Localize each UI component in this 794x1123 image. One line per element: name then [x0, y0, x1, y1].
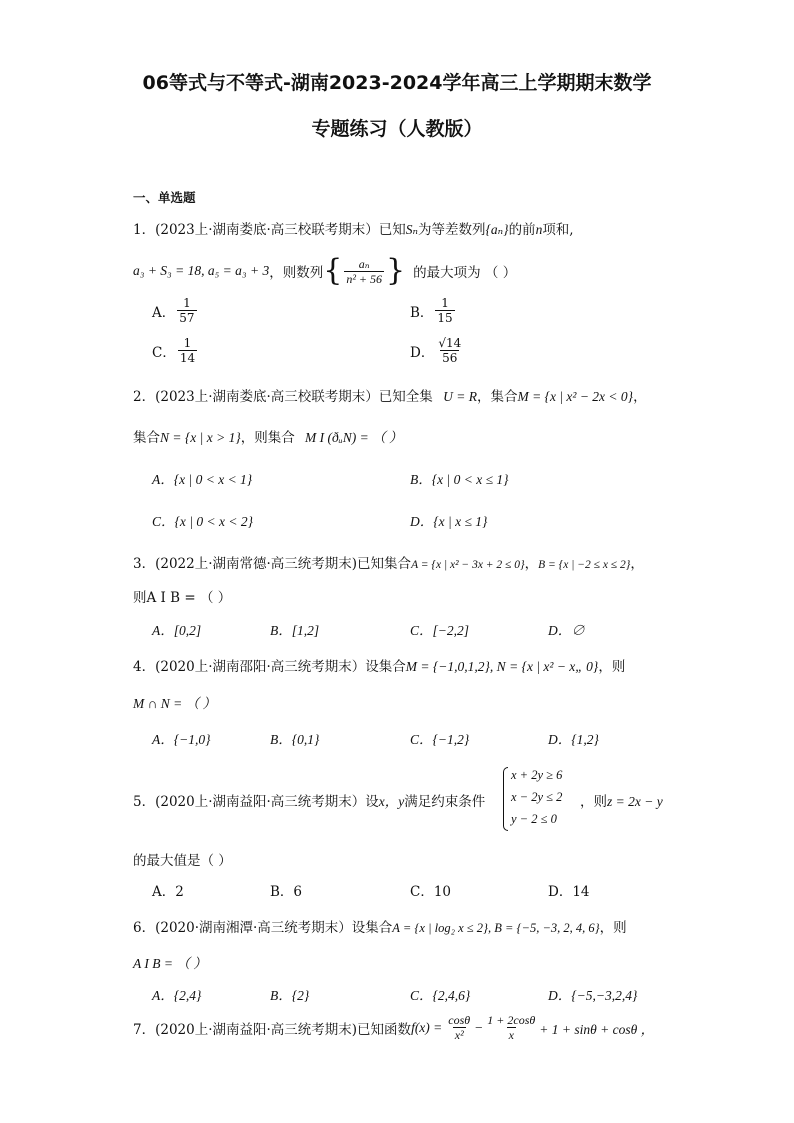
question-6-line-2: A I B = （ ） [133, 956, 207, 971]
question-5-stem: 5．(2020上·湖南益阳·高三统考期末）设 [133, 794, 379, 810]
q1-option-c[interactable] [152, 336, 199, 365]
question-7-line-1 [133, 1013, 654, 1042]
fraction-denominator: 57 [179, 311, 195, 325]
q6-option-c[interactable]: C．{2,4,6} [410, 988, 471, 1003]
question-4-text: ，则 [598, 659, 626, 675]
question-2-text-2: 集合 [133, 430, 160, 446]
question-1-condition: a₃ + S₃ = 18, a₅ = a₃ + 3 [133, 263, 270, 278]
fraction-numerator: cosθ [448, 1013, 471, 1027]
q6-option-a[interactable]: A．{2,4} [152, 988, 202, 1003]
q2-option-a[interactable]: A．{x | 0 < x < 1} [152, 472, 253, 487]
constraint-1: x + 2y ≥ 6 [511, 768, 563, 782]
option-fraction [178, 336, 197, 365]
q4-option-d[interactable]: D．{1,2} [548, 732, 599, 747]
question-4-sets: M = {−1,0,1,2}, N = {x | x² − x„ 0} [405, 659, 599, 674]
n-symbol: n [535, 222, 543, 237]
function-name: f(x) = [411, 1019, 443, 1035]
q3-option-d[interactable]: D．∅ [548, 623, 585, 638]
q1-option-a[interactable] [152, 296, 199, 325]
fraction-numerator: 1 [441, 296, 449, 310]
option-fraction [436, 336, 463, 365]
q2-option-d[interactable]: D．{x | x ≤ 1} [410, 514, 488, 529]
option-label: C． [152, 344, 176, 361]
question-5-line-2: 的最大值是（ ） [133, 853, 232, 869]
question-5-line-1-end [580, 790, 663, 810]
q2-option-b[interactable]: B．{x | 0 < x ≤ 1} [410, 472, 509, 487]
minus-sign: − [474, 1019, 484, 1035]
q4-option-c[interactable]: C．{−1,2} [410, 732, 470, 747]
question-1-stem: 1．(2023上·湖南娄底·高三校联考期末）已知 [133, 222, 406, 238]
question-4-stem: 4．(2020上·湖南邵阳·高三统考期末）设集合 [133, 659, 406, 675]
set-b: B = {x | −2 ≤ x ≤ 2} [538, 559, 631, 571]
q3-option-b[interactable]: B．[1,2] [270, 623, 320, 638]
system-brace [503, 767, 508, 831]
question-3-line-1 [133, 552, 644, 572]
fraction-denominator: 14 [179, 351, 196, 365]
fraction-denominator: 15 [437, 311, 453, 325]
function-tail: + 1 + sinθ + cosθ ， [539, 1021, 655, 1037]
question-1-end: 的最大项为 （ ） [413, 265, 517, 281]
constraint-3: y − 2 ≤ 0 [511, 812, 557, 826]
question-1-text-3: 项和, [542, 222, 574, 238]
question-2-text: ，集合 [476, 389, 518, 405]
sum-symbol: Sₙ [405, 222, 419, 237]
question-6-sets: A = {x | log₂ x ≤ 2}, B = {−5, −3, 2, 4, 6} [392, 921, 600, 935]
question-5-text: 满足约束条件 [404, 794, 486, 810]
question-4-line-2: M ∩ N = （ ） [133, 696, 216, 711]
q5-option-a[interactable]: A．2 [152, 884, 184, 900]
set-a: A = {x | x² − 3x + 2 ≤ 0} [411, 559, 525, 571]
question-2-text-3: ，则集合 [240, 430, 295, 446]
page-subtitle: 专题练习（人教版） [311, 118, 483, 140]
set-n: N = {x | x > 1} [160, 430, 241, 445]
sequence-symbol: {aₙ} [485, 222, 509, 237]
option-label: B． [410, 304, 434, 321]
question-3-line-2: 则A I B = （ ） [133, 590, 232, 606]
question-6-text: ，则 [599, 920, 627, 936]
fraction-numerator: 1 [183, 336, 192, 350]
fraction-2 [485, 1013, 537, 1042]
question-2-expression: M I (ðᵤN) = （ ） [305, 430, 403, 445]
question-6-line-1 [133, 916, 627, 936]
option-label: A． [152, 304, 176, 321]
q2-option-c[interactable]: C．{x | 0 < x < 2} [152, 514, 253, 529]
sequence-fraction [344, 257, 384, 286]
question-1-text-2: 的前 [508, 222, 536, 238]
fraction-numerator: √14 [438, 336, 462, 350]
q6-option-b[interactable]: B．{2} [270, 988, 310, 1003]
fraction-numerator: 1 + 2cosθ [487, 1013, 536, 1027]
option-label: D． [410, 344, 435, 361]
question-1-line-1 [133, 218, 574, 238]
fraction-numerator: 1 [183, 296, 191, 310]
q5-option-c[interactable]: C．10 [410, 884, 452, 900]
question-2-line-2 [133, 426, 402, 446]
question-3-stem: 3．(2022上·湖南常德·高三统考期末)已知集合 [133, 556, 412, 572]
q5-option-d[interactable]: D．14 [548, 884, 590, 900]
fraction-1 [446, 1013, 472, 1042]
universal-set: U = R [443, 389, 477, 404]
question-5-text-2: ，则 [580, 794, 607, 810]
question-4-line-1 [133, 655, 625, 675]
left-brace: { [323, 253, 343, 288]
question-3-comma: ， [630, 556, 644, 572]
right-brace: } [386, 253, 406, 288]
set-m: M = {x | x² − 2x < 0} [517, 389, 634, 404]
section-heading: 一、单选题 [133, 190, 196, 205]
fraction-denominator: x² [454, 1028, 464, 1042]
fraction-denominator: 56 [442, 351, 458, 365]
option-fraction [177, 296, 196, 325]
q4-option-b[interactable]: B．{0,1} [270, 732, 320, 747]
fraction-denominator: x [508, 1028, 514, 1042]
objective-function: z = 2x − y [607, 794, 663, 809]
page-title: 06等式与不等式-湖南2023-2024学年高三上学期期末数学 [142, 72, 652, 94]
question-1-text: 为等差数列 [418, 222, 486, 238]
question-5-vars: x，y [378, 794, 405, 809]
separator: ， [524, 556, 539, 572]
q3-option-c[interactable]: C．[−2,2] [410, 623, 469, 638]
q5-option-b[interactable]: B．6 [270, 884, 303, 900]
q6-option-d[interactable]: D．{−5,−3,2,4} [548, 988, 638, 1003]
question-6-stem: 6．(2020·湖南湘潭·高三统考期末）设集合 [133, 920, 393, 936]
question-2-line-1 [133, 385, 647, 405]
question-2-stem: 2．(2023上·湖南娄底·高三校联考期末）已知全集 [133, 389, 433, 405]
question-1-line-2 [133, 253, 517, 288]
constraint-2: x − 2y ≤ 2 [511, 790, 563, 804]
question-1-text-4: ，则数列 [269, 265, 324, 281]
q1-option-d[interactable] [410, 336, 465, 365]
fraction-denominator: n² + 56 [346, 271, 383, 286]
question-2-comma: ， [633, 389, 647, 405]
q3-option-a[interactable]: A．[0,2] [152, 623, 202, 638]
question-5-line-1 [133, 790, 485, 810]
q1-option-b[interactable] [410, 296, 457, 325]
q4-option-a[interactable]: A．{−1,0} [152, 732, 211, 747]
question-7-stem: 7．(2020上·湖南益阳·高三统考期末)已知函数 [133, 1021, 412, 1038]
option-fraction [435, 296, 454, 325]
fraction-numerator: aₙ [358, 256, 370, 271]
